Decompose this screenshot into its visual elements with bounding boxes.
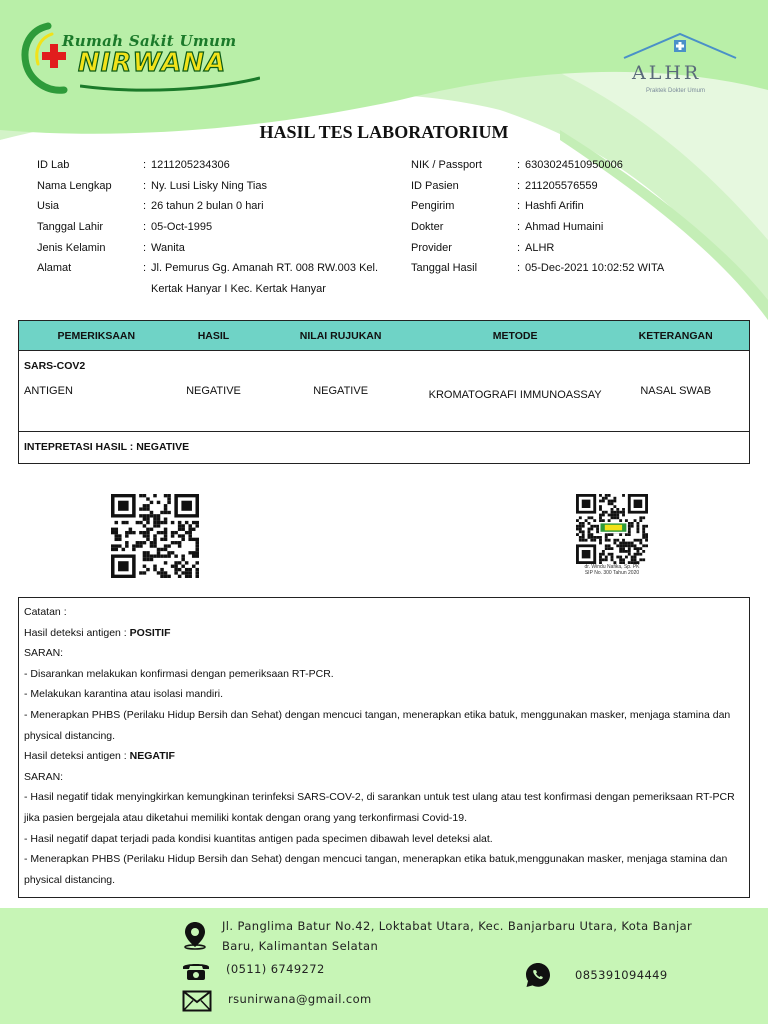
note-item: - Menerapkan PHBS (Perilaku Hidup Bersih dan Sehat) dengan mencuci tangan, menerapkan etika batuk, menggunakan masker, menjaga stamina dan physical distancing. xyxy=(24,708,731,742)
note-item: - Menerapkan PHBS (Perilaku Hidup Bersih dan Sehat) dengan mencuci tangan, menerapkan etika batuk,menggunakan masker, menjaga stamina dan physical distancing. xyxy=(24,853,728,886)
negative-value: NEGATIF xyxy=(129,750,175,763)
results-header-cell: METODE xyxy=(492,329,538,342)
page-title: HASIL TES LABORATORIUM xyxy=(259,122,509,142)
notes-heading: Catatan : xyxy=(24,606,67,618)
signature-sip: SIP No. 300 Tahun 2020 xyxy=(584,570,640,576)
info-label: Alamat xyxy=(37,261,72,274)
info-value: 1211205234306 xyxy=(151,159,230,172)
footer-phone[interactable]: (0511) 6749272 xyxy=(226,962,325,976)
hospital-name-line1: Rumah Sakit Umum xyxy=(62,32,237,50)
positive-label: Hasil deteksi antigen : xyxy=(24,626,130,639)
results-table xyxy=(18,320,750,464)
info-row xyxy=(37,196,397,217)
info-label: Usia xyxy=(37,200,60,213)
interpretation-row: INTEPRETASI HASIL : NEGATIVE xyxy=(19,431,749,462)
info-value: Hashfi Arifin xyxy=(525,200,584,213)
negative-label: Hasil deteksi antigen : xyxy=(24,750,130,763)
info-label: Provider xyxy=(411,241,452,254)
info-row xyxy=(37,258,397,299)
info-label: ID Lab xyxy=(37,159,70,172)
info-row xyxy=(37,237,397,258)
table-cell: KROMATOGRAFI IMMUNOASSAY xyxy=(428,389,602,401)
info-colon: : xyxy=(143,200,147,213)
table-cell: ANTIGEN xyxy=(24,385,73,397)
verification-qr-code xyxy=(111,494,199,578)
hospital-name-line2: NIRWANA xyxy=(78,48,227,78)
info-label: Nama Lengkap xyxy=(37,179,112,192)
saran-heading: SARAN: xyxy=(24,647,64,660)
footer-whatsapp[interactable]: 085391094449 xyxy=(575,968,668,982)
info-row xyxy=(411,155,741,176)
info-row xyxy=(37,155,397,176)
info-value: 05-Dec-2021 10:02:52 WITA xyxy=(525,262,665,275)
table-cell: NEGATIVE xyxy=(313,385,369,397)
table-cell: NEGATIVE xyxy=(186,385,241,397)
info-colon: : xyxy=(517,179,521,192)
info-colon: : xyxy=(517,241,521,254)
info-label: Tanggal Hasil xyxy=(411,262,478,275)
info-label: Jenis Kelamin xyxy=(37,241,106,254)
logo-swoosh xyxy=(80,76,260,96)
results-section-title: SARS-COV2 xyxy=(24,360,86,372)
info-colon: : xyxy=(143,221,147,234)
negative-result-line xyxy=(24,746,744,767)
info-row xyxy=(411,176,741,197)
telephone-icon xyxy=(181,961,211,981)
location-pin-icon xyxy=(180,920,210,950)
info-label: Dokter xyxy=(411,221,444,234)
results-header-cell: NILAI RUJUKAN xyxy=(299,329,382,342)
info-value: 211205576559 xyxy=(525,179,598,192)
note-item: - Melakukan karantina atau isolasi mandiri. xyxy=(24,688,224,701)
results-header-row xyxy=(19,321,749,351)
info-label: NIK / Passport xyxy=(411,159,482,172)
table-cell: NASAL SWAB xyxy=(640,385,712,397)
info-colon: : xyxy=(517,159,521,172)
info-label: ID Pasien xyxy=(411,179,459,192)
info-value: Ny. Lusi Lisky Ning Tias xyxy=(151,179,267,192)
info-value: Ahmad Humaini xyxy=(525,221,604,234)
note-item: - Hasil negatif tidak menyingkirkan kemungkinan terinfeksi SARS-COV-2, di sarankan untuk test ulang atau test konfirmasi dengan pemeriksaan RT-PCR jika pasien bergejala atau diketahui memiliki kontak dengan orang yang terkonfirmasi Covid-19. xyxy=(24,791,735,824)
info-colon: : xyxy=(143,179,147,192)
results-header-cell: HASIL xyxy=(197,329,230,342)
house-roof-icon xyxy=(618,30,743,62)
info-row xyxy=(411,196,741,217)
signature-qr-code xyxy=(576,494,648,564)
note-item: - Disarankan melakukan konfirmasi dengan pemeriksaan RT-PCR. xyxy=(24,667,334,680)
whatsapp-icon xyxy=(524,961,552,989)
signature-doctor: dr. Windu Nafika, Sp. PK xyxy=(584,564,640,570)
info-row xyxy=(411,237,741,258)
positive-value: POSITIF xyxy=(129,626,171,639)
partner-subtitle: Praktek Dokter Umum xyxy=(646,88,706,94)
results-header-cell: PEMERIKSAAN xyxy=(57,329,136,342)
info-value: Wanita xyxy=(151,241,185,254)
partner-name: ALHR xyxy=(632,62,702,84)
table-row xyxy=(19,381,749,431)
email-icon xyxy=(182,990,212,1012)
info-value: Jl. Pemurus Gg. Amanah RT. 008 RW.003 Kel. Kertak Hanyar I Kec. Kertak Hanyar xyxy=(151,261,379,295)
info-colon: : xyxy=(143,241,147,254)
note-item: - Hasil negatif dapat terjadi pada kondisi kuantitas antigen pada specimen dibawah level deteksi alat. xyxy=(24,832,493,845)
footer-email[interactable]: rsunirwana@gmail.com xyxy=(228,992,372,1006)
info-value: 6303024510950006 xyxy=(525,159,623,172)
saran-heading: SARAN: xyxy=(24,770,64,783)
info-value: 26 tahun 2 bulan 0 hari xyxy=(151,200,264,213)
info-label: Pengirim xyxy=(411,200,455,213)
info-row xyxy=(37,176,397,197)
hospital-logo xyxy=(20,20,250,120)
notes-box xyxy=(18,597,750,898)
positive-result-line xyxy=(24,623,744,644)
patient-info-left xyxy=(37,155,397,299)
footer-address: Jl. Panglima Batur No.42, Loktabat Utara, Kec. Banjarbaru Utara, Kota Banjar Baru, Kalimantan Selatan xyxy=(222,919,693,953)
info-label: Tanggal Lahir xyxy=(37,221,104,234)
info-row xyxy=(37,217,397,238)
info-colon: : xyxy=(517,262,521,275)
info-colon: : xyxy=(517,200,521,213)
info-row xyxy=(411,217,741,238)
results-header-cell: KETERANGAN xyxy=(638,329,713,342)
info-colon: : xyxy=(143,159,147,172)
info-value: ALHR xyxy=(525,241,555,254)
info-row xyxy=(411,258,741,279)
partner-logo xyxy=(618,30,743,100)
info-value: 05-Oct-1995 xyxy=(151,221,213,234)
info-colon: : xyxy=(517,221,521,234)
patient-info-right xyxy=(411,155,741,279)
signature-caption xyxy=(560,564,664,576)
info-colon: : xyxy=(143,261,147,274)
